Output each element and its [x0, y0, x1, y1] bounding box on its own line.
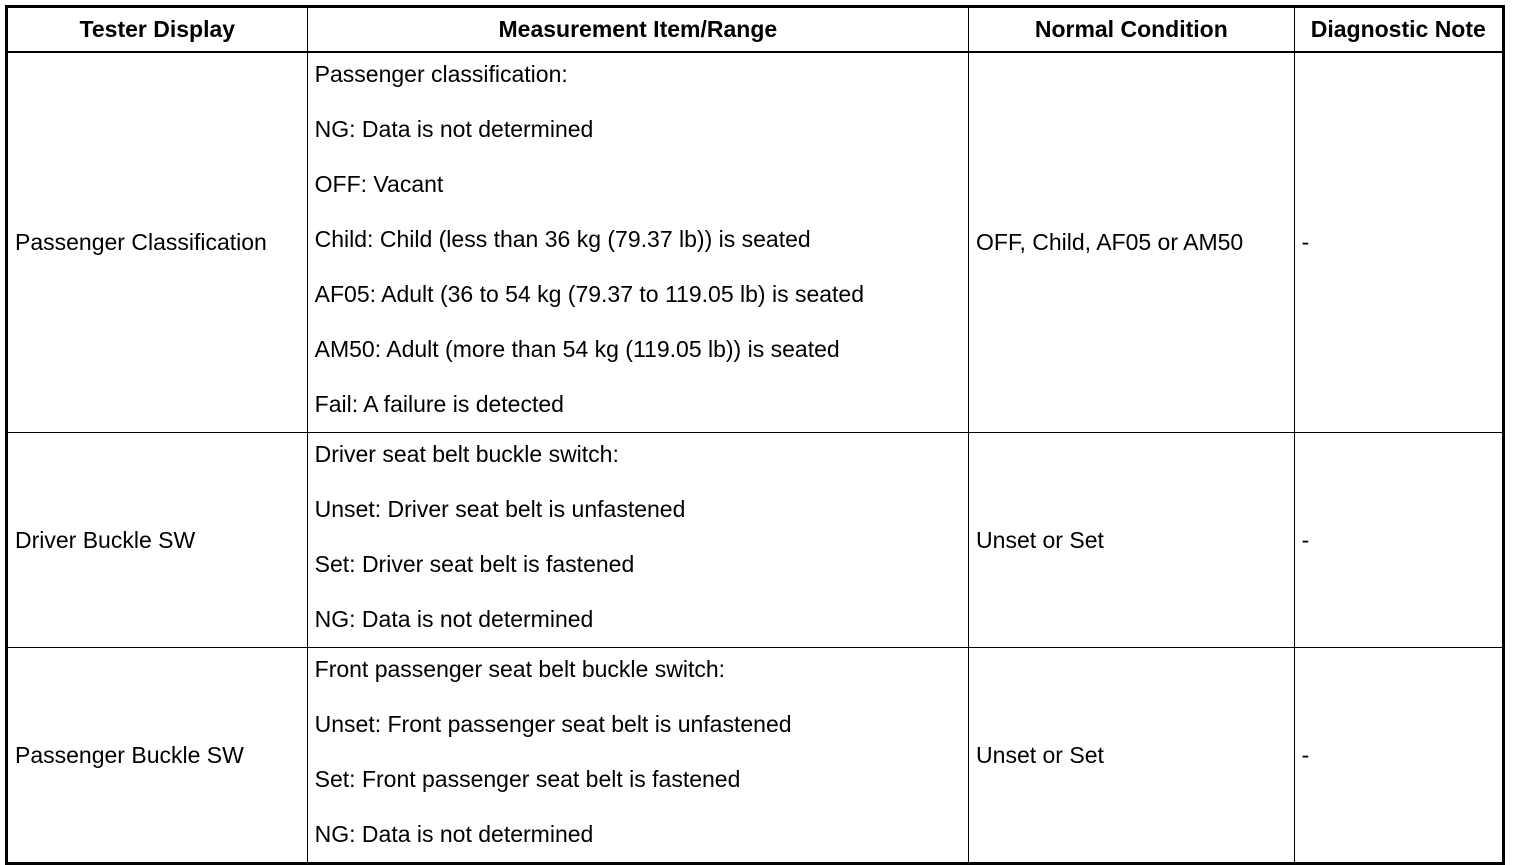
measurement-line: Child: Child (less than 36 kg (79.37 lb)) is seated [314, 226, 811, 252]
measurement-line: Set: Driver seat belt is fastened [314, 551, 635, 577]
header-row [7, 7, 1504, 53]
header-measurement-item-range: Measurement Item/Range [307, 7, 968, 53]
measurement-line: Passenger classification: [314, 61, 568, 87]
diagnostic-note-cell: - [1294, 52, 1503, 433]
measurement-line: Fail: A failure is detected [314, 391, 564, 417]
tester-display-cell: Passenger Buckle SW [7, 648, 308, 864]
measurement-line: NG: Data is not determined [314, 821, 594, 847]
header-tester-display: Tester Display [7, 7, 308, 53]
diagnostic-note-cell: - [1294, 433, 1503, 648]
diagnostic-note-cell: - [1294, 648, 1503, 864]
normal-condition-cell: OFF, Child, AF05 or AM50 [969, 52, 1295, 433]
measurement-line: AM50: Adult (more than 54 kg (119.05 lb)) is seated [314, 336, 840, 362]
measurement-line: Set: Front passenger seat belt is fastened [314, 766, 741, 792]
measurement-line: AF05: Adult (36 to 54 kg (79.37 to 119.05 lb) is seated [314, 281, 865, 307]
header-diagnostic-note: Diagnostic Note [1294, 7, 1503, 53]
measurement-cell [307, 52, 968, 433]
header-normal-condition: Normal Condition [969, 7, 1295, 53]
data-list-table-container [5, 5, 1505, 865]
table-row [7, 433, 1504, 648]
measurement-cell [307, 648, 968, 864]
measurement-line: Driver seat belt buckle switch: [314, 441, 619, 467]
data-list-table [5, 5, 1505, 865]
normal-condition-cell: Unset or Set [969, 433, 1295, 648]
table-row [7, 52, 1504, 433]
tester-display-cell: Driver Buckle SW [7, 433, 308, 648]
measurement-line: NG: Data is not determined [314, 606, 594, 632]
measurement-line: OFF: Vacant [314, 171, 444, 197]
tester-display-cell: Passenger Classification [7, 52, 308, 433]
normal-condition-cell: Unset or Set [969, 648, 1295, 864]
measurement-cell [307, 433, 968, 648]
measurement-line: NG: Data is not determined [314, 116, 594, 142]
measurement-line: Unset: Driver seat belt is unfastened [314, 496, 686, 522]
table-row [7, 648, 1504, 864]
measurement-line: Unset: Front passenger seat belt is unfastened [314, 711, 792, 737]
measurement-line: Front passenger seat belt buckle switch: [314, 656, 726, 682]
